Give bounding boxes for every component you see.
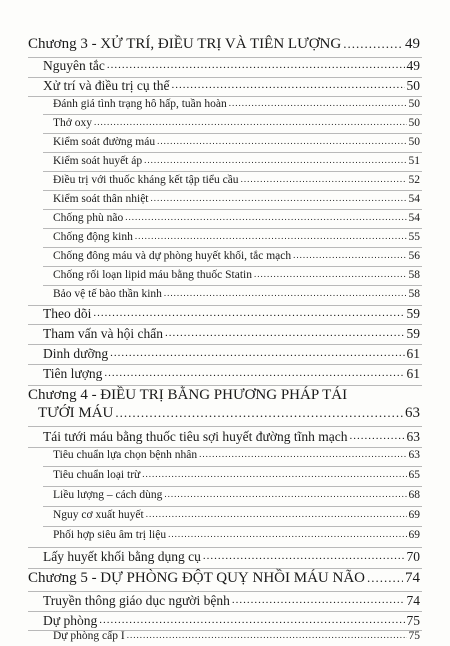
page-number: 75 [408, 630, 420, 642]
divider [43, 133, 422, 134]
dot-leader [350, 431, 405, 442]
divider [28, 426, 422, 427]
entry-label: Dự phòng cấp I [53, 630, 125, 642]
toc-subentry[interactable] [53, 250, 420, 262]
dot-leader [293, 251, 406, 260]
entry-label: Truyền thông giáo dục người bệnh [43, 593, 230, 608]
page-number: 59 [406, 306, 420, 321]
dot-leader [254, 270, 407, 279]
divider [43, 190, 422, 191]
toc-subentry[interactable] [53, 288, 420, 300]
page-number: 65 [408, 469, 420, 481]
divider [28, 591, 422, 592]
dot-leader [125, 213, 406, 222]
toc-entry[interactable] [43, 306, 420, 322]
entry-label: Dinh dưỡng [43, 346, 109, 361]
page-number: 69 [408, 529, 420, 541]
toc-subentry[interactable] [53, 174, 420, 186]
divider [43, 466, 422, 467]
divider [43, 285, 422, 286]
entry-label: Tiên lượng [43, 366, 103, 381]
dot-leader [367, 571, 403, 584]
divider [43, 114, 422, 115]
page-number: 63 [405, 405, 420, 421]
entry-label: Thở oxy [53, 117, 92, 129]
toc-subentry[interactable] [53, 529, 420, 541]
dot-leader [151, 194, 407, 203]
chapter-title: Chương 5 - DỰ PHÒNG ĐỘT QUỴ NHỒI MÁU NÃO [28, 570, 366, 586]
page-number: 61 [406, 366, 420, 381]
divider [43, 486, 422, 487]
dot-leader [157, 137, 406, 146]
dot-leader [199, 450, 406, 459]
toc-entry[interactable] [43, 429, 420, 445]
entry-label: Tham vấn và hội chẩn [43, 326, 163, 341]
dot-leader [94, 118, 407, 127]
page-number: 52 [408, 174, 420, 186]
page-number: 55 [408, 231, 420, 243]
page-number: 74 [405, 570, 420, 586]
toc-entry[interactable] [43, 346, 420, 362]
divider [28, 96, 422, 97]
toc-entry[interactable] [43, 366, 420, 382]
entry-label: Lấy huyết khối bằng dụng cụ [43, 549, 201, 564]
toc-subentry[interactable] [53, 193, 420, 205]
dot-leader [104, 368, 404, 379]
dot-leader [144, 156, 406, 165]
toc-subentry[interactable] [53, 269, 420, 281]
entry-label: Phối hợp siêu âm trị liệu [53, 529, 167, 541]
divider [28, 547, 422, 548]
chapter-title-line-2: TƯỚI MÁU [38, 405, 114, 421]
toc-subentry[interactable] [53, 630, 420, 642]
entry-label: Chống phù não [53, 212, 124, 224]
entry-label: Bảo vệ tế bào thần kinh [53, 288, 162, 300]
entry-label: Kiểm soát thân nhiệt [53, 193, 149, 205]
toc-entry[interactable] [43, 58, 420, 74]
divider [28, 611, 422, 612]
page-number: 50 [408, 136, 420, 148]
toc-subentry[interactable] [53, 212, 420, 224]
page-number: 63 [406, 429, 420, 444]
divider [28, 364, 422, 365]
toc-subentry[interactable] [53, 489, 420, 501]
entry-label: Theo dõi [43, 306, 92, 321]
chapter-title-line-1[interactable]: Chương 4 - ĐIỀU TRỊ BẰNG PHƯƠNG PHÁP TÁI [28, 387, 348, 403]
page-number: 70 [406, 549, 420, 564]
toc-subentry[interactable] [53, 509, 420, 521]
toc-entry[interactable] [43, 549, 420, 565]
dot-leader [146, 510, 407, 519]
entry-label: Tiêu chuẩn lựa chọn bệnh nhân [53, 449, 198, 461]
dot-leader [168, 530, 406, 539]
page-number: 50 [408, 98, 420, 110]
entry-label: Điều trị với thuốc kháng kết tập tiểu cầu [53, 174, 239, 186]
toc-subentry[interactable] [53, 231, 420, 243]
toc-entry[interactable] [43, 613, 420, 629]
toc-entry[interactable] [43, 78, 420, 94]
entry-label: Liều lượng – cách dùng [53, 489, 163, 501]
toc-subentry[interactable] [53, 98, 420, 110]
toc-chapter-5[interactable] [28, 570, 420, 587]
dot-leader [99, 615, 404, 626]
page-number: 54 [408, 193, 420, 205]
entry-label: Chống rối loạn lipid máu bằng thuốc Statin [53, 269, 252, 281]
divider [43, 209, 422, 210]
page-number: 59 [406, 326, 420, 341]
divider [43, 171, 422, 172]
dot-leader [164, 490, 406, 499]
dot-leader [115, 406, 403, 419]
entry-label: Chống đông máu và dự phòng huyết khối, tắc mạch [53, 250, 292, 262]
entry-label: Kiểm soát huyết áp [53, 155, 143, 167]
toc-subentry[interactable] [53, 136, 420, 148]
page-number: 63 [408, 449, 420, 461]
dot-leader [164, 289, 407, 298]
page-number: 51 [408, 155, 420, 167]
page-number: 56 [408, 250, 420, 262]
divider [43, 526, 422, 527]
toc-subentry[interactable] [53, 469, 420, 481]
divider [43, 506, 422, 507]
dot-leader [135, 232, 407, 241]
dot-leader [229, 99, 407, 108]
entry-label: Tiêu chuẩn loại trừ [53, 469, 141, 481]
toc-chapter-4[interactable] [38, 405, 420, 422]
entry-label: Dự phòng [43, 613, 98, 628]
page-number: 49 [406, 58, 420, 73]
toc-entry[interactable] [43, 593, 420, 609]
divider [43, 228, 422, 229]
page-number: 58 [408, 269, 420, 281]
toc-entry[interactable] [43, 326, 420, 342]
dot-leader [172, 80, 405, 91]
page-number: 61 [406, 346, 420, 361]
dot-leader [232, 595, 405, 606]
dot-leader [142, 470, 406, 479]
entry-label: Chống động kinh [53, 231, 133, 243]
chapter-title: Chương 3 - XỬ TRÍ, ĐIỀU TRỊ VÀ TIÊN LƯỢNG [28, 36, 342, 52]
entry-label: Đánh giá tình trạng hô hấp, tuần hoàn [53, 98, 227, 110]
dot-leader [241, 175, 407, 184]
divider [43, 247, 422, 248]
toc-chapter-3[interactable] [28, 36, 420, 53]
divider [28, 385, 422, 386]
entry-label: Nguyên tắc [43, 58, 105, 73]
entry-label: Xử trí và điều trị cụ thể [43, 78, 170, 93]
divider [43, 266, 422, 267]
page-number: 50 [406, 78, 420, 93]
dot-leader [203, 551, 405, 562]
entry-label: Tái tưới máu bằng thuốc tiêu sợi huyết đường tĩnh mạch [43, 429, 348, 444]
divider [28, 324, 422, 325]
toc-subentry[interactable] [53, 117, 420, 129]
page-number: 68 [408, 489, 420, 501]
page-number: 49 [405, 36, 420, 52]
divider [28, 344, 422, 345]
dot-leader [127, 631, 407, 640]
divider [43, 152, 422, 153]
dot-leader [165, 328, 405, 339]
dot-leader [93, 308, 404, 319]
dot-leader [107, 60, 405, 71]
toc-subentry[interactable] [53, 155, 420, 167]
dot-leader [343, 37, 403, 50]
page-number: 50 [408, 117, 420, 129]
page-number: 58 [408, 288, 420, 300]
dot-leader [110, 348, 404, 359]
toc-subentry[interactable] [53, 449, 420, 461]
page-number: 54 [408, 212, 420, 224]
divider [28, 447, 422, 448]
entry-label: Nguy cơ xuất huyết [53, 509, 144, 521]
page-number: 75 [406, 613, 420, 628]
divider [28, 568, 422, 569]
page-number: 69 [408, 509, 420, 521]
entry-label: Kiểm soát đường máu [53, 136, 156, 148]
page-number: 74 [406, 593, 420, 608]
